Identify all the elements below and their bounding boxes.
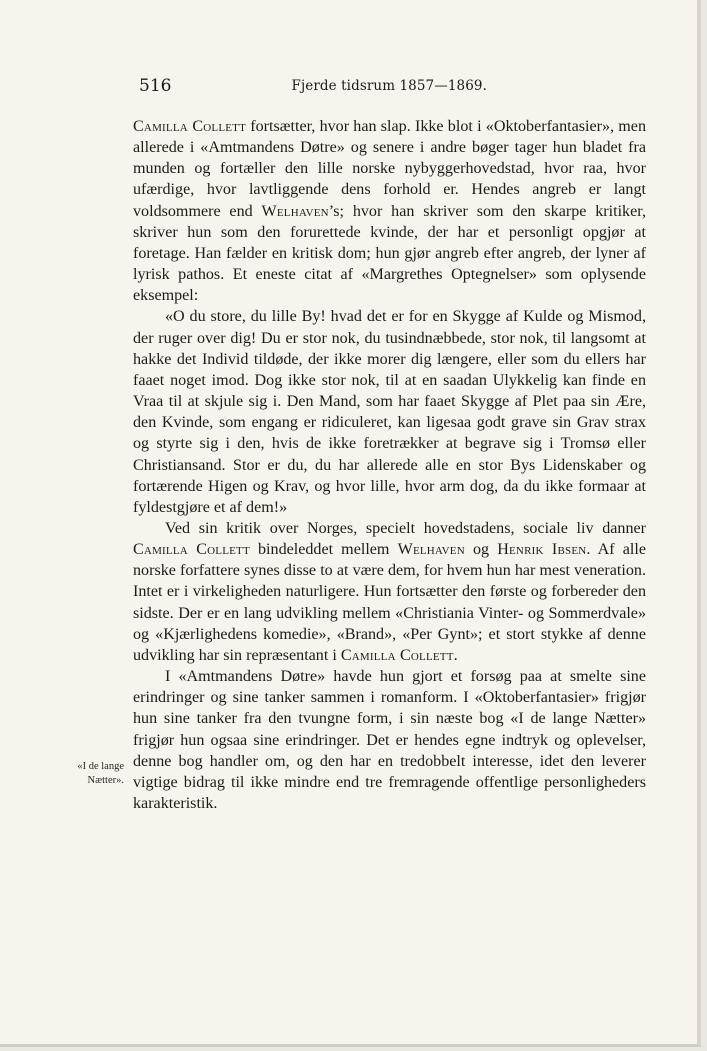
paragraph-2-text: «O du store, du lille By! hvad det er for en Skygge af Kulde og Mismod, der ruger over dig! Du er stor nok, du tusindnæbbede, stor nok, til langsomt at hakke det Individ tildøde, der ikke morer dig længere, eller som du ellers har faaet noget imod. Dog ikke stor nok, til at en saadan Ulykkelig kan finde en Vraa til at skjule sig i. Den Mand, som har faaet Skygge af Plet paa sin Ære, den Kvinde, som engang er ridiculeret, kan ligesaa godt grave sin Grav strax og styrte sig i den, hvis de ikke foretrækker at begrave sig i Tromsø eller Christiansand. Stor er du, du har allerede alle en stor Bys Lidenskaber og fortærende Higen og Krav, og hvor lille, hvor arm dog, da du ikke formaar at fyldestgjøre et af dem!»	[133, 308, 646, 516]
margin-note	[52, 760, 124, 788]
author-name: Camilla Collett	[340, 646, 454, 664]
paragraph-2-quote	[133, 306, 646, 518]
author-name: Camilla Collett	[133, 118, 247, 135]
paragraph-1-text-1: fortsætter, hvor han slap. Ikke blot i «Oktoberfantasier», men allerede i «Amtmandens Døtre» og senere i andre bøger tager hun bladet fra munden og fortæller den lille norske nybyggerhovedstad, hvor raa, hvor ufærdige, hvor lavtliggende dens forhold er. Hendes angreb er langt voldsommere end	[133, 118, 646, 220]
paragraph-3	[133, 518, 646, 666]
margin-note-line-2: Nætter».	[87, 775, 124, 786]
paragraph-3-text-4: . Af alle norske forfattere synes disse to at være dem, for hvem hun har mest veneration. Intet er i virkeligheden naturligere. Hun fortsætter den første og forbereder den sidste. Der er en lang udvikling mellem «Christiania Vinter- og Sommerdvale» og «Kjærlighedens komedie», «Brand», «Per Gynt»; et stort stykke af denne udvikling har sin repræsentant i	[133, 541, 646, 664]
paragraph-3-text-5: .	[453, 646, 458, 664]
paragraph-4	[133, 666, 646, 814]
page-header	[139, 76, 487, 98]
paragraph-4-text: I «Amtmandens Døtre» havde hun gjort et forsøg paa at smelte sine erindringer og sine tanker sammen i romanform. I «Oktoberfantasier» frigjør hun sine tanker fra den tvungne form, i sin næste bog «I de lange Nætter» frigjør hun ogsaa sine erindringer. Det er hendes egne indtryk og oplevelser, denne bog handler om, og den har en tredobbelt interesse, idet den leverer vigtige bidrag til ikke mindre end tre fremragende offentlige personligheders karakteristik.	[133, 668, 646, 812]
paragraph-3-text-2: bindeleddet mellem	[249, 541, 398, 559]
author-name: Camilla Collett	[133, 541, 250, 559]
page-number: 516	[139, 76, 172, 96]
paragraph-3-text-1: Ved sin kritik over Norges, specielt hovedstadens, sociale liv danner	[165, 519, 646, 537]
author-name: Henrik Ibsen	[497, 541, 587, 559]
author-name: Welhaven	[261, 202, 329, 220]
author-name: Welhaven	[397, 541, 465, 559]
paragraph-1-text-2: ’s; hvor han skriver som den skarpe kritiker, skriver hun som den forurettede kvinde, der har et personligt opgjør at foretage. Han fælder en kritisk dom; hun gjør angreb efter angreb, der lyner af lyrisk pathos. Et eneste citat af «Margrethes Optegnelser» som oplysende eksempel:	[133, 202, 646, 305]
paragraph-3-text-3: og	[464, 541, 498, 559]
margin-note-line-1: «I de lange	[77, 761, 124, 772]
paragraph-1	[133, 116, 646, 306]
body-text	[133, 116, 646, 814]
running-head: Fjerde tidsrum 1857—1869.	[291, 78, 487, 94]
